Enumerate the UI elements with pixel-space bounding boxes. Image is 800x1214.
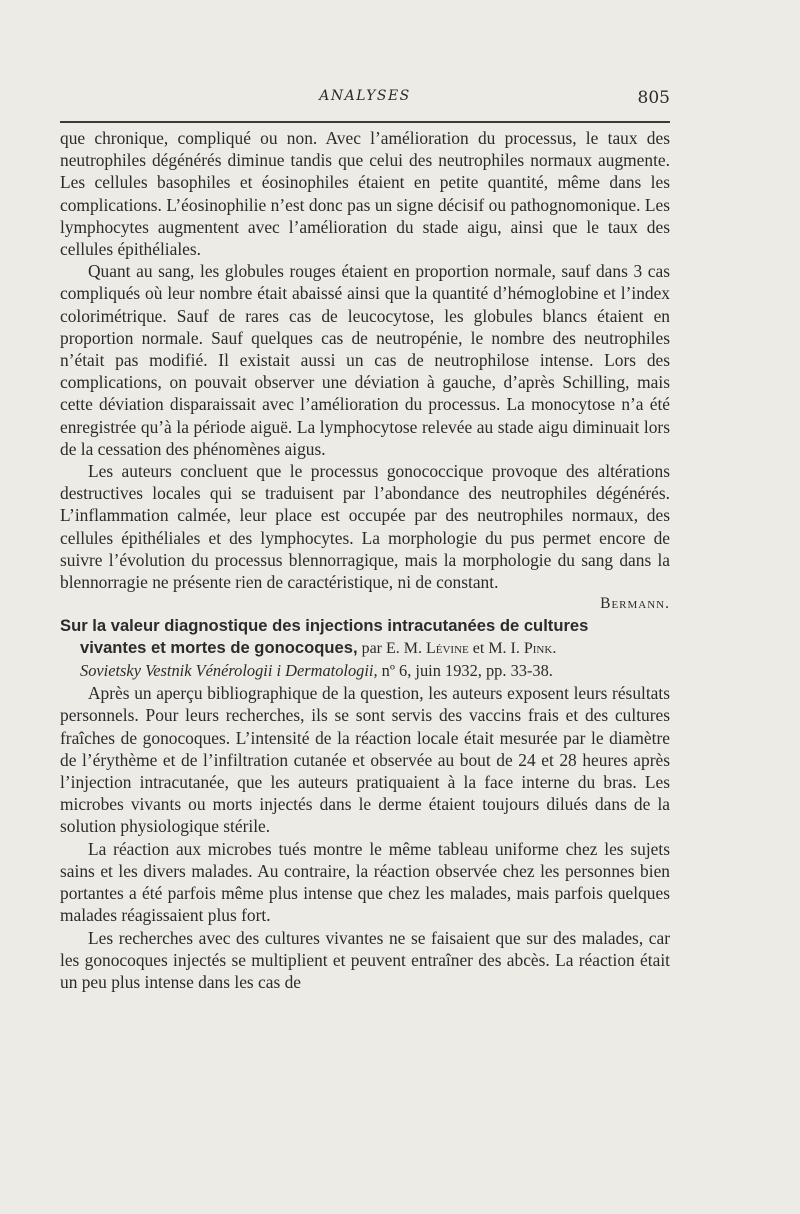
reviewer-signature: Bermann. [600, 595, 670, 613]
paragraph-killed-microbes: La réaction aux microbes tués montre le même tableau uniforme chez les sujets sains et les divers malades. Au contraire, la réaction observée chez les personnes bien portantes a été parfois même plus intense que chez les malades, mais parfois quelques malades réagissaient plus fort. [60, 838, 670, 926]
paragraph-method: Après un aperçu bibliographique de la question, les auteurs exposent leurs résultats personnels. Pour leurs recherches, ils se sont servis des vaccins frais et des cultures fraîches de gonocoques. L’intensité de la réaction locale était mesurée par le diamètre de l’érythème et de l’infiltration cutanée et observée au bout de 24 et 28 heures après l’injection intracutanée, que les auteurs pratiquaient à la face interne du bras. Les microbes vivants ou morts injectés dans le derme étaient toujours dilués dans de la solution physiologique stérile. [60, 683, 670, 837]
paragraph-continued: que chronique, compliqué ou non. Avec l’amélioration du processus, le taux des neutrophiles dégénérés diminue tandis que celui des neutrophiles normaux augmente. Les cellules basophiles et éosinophiles étaient en petite quantité, même dans les complications. L’éosinophilie n’est donc pas un signe décisif ou pathognomonique. Les lymphocytes augmentent avec l’amélioration du stade aigu, ainsi que le taux des cellules épithéliales. [60, 128, 670, 260]
running-title: ANALYSES [319, 88, 411, 104]
authors-prefix: par E. M. [357, 640, 426, 658]
article-title-line2: vivantes et mortes de gonocoques, [80, 638, 358, 658]
journal-name: Sovietsky Vestnik Vénérologii i Dermatologii, [80, 661, 378, 681]
page-number: 805 [637, 88, 670, 108]
article-title-line2-wrap [60, 637, 670, 660]
article-title-line1: Sur la valeur diagnostique des injections intracutanées de cultures [60, 616, 589, 636]
page-header [60, 88, 670, 116]
paragraph-live-cultures: Les recherches avec des cultures vivantes ne se faisaient que sur des malades, car les gonocoques injectés se multiplient et peuvent entraîner des abcès. La réaction était un peu plus intense dans les cas de [60, 927, 670, 992]
paragraph-conclusion: Les auteurs concluent que le processus gonococcique provoque des altérations destructives locales qui se traduisent par l’abondance des neutrophiles dégénérés. L’inflammation calmée, leur place est occupée par des neutrophiles normaux, des cellules épithéliales et des lymphocytes. La morphologie du pus permet encore de suivre l’évolution du processus blennorragique, mais la morphologie du sang dans la blennorragie ne présente rien de caractéristique, ni de constant. [60, 461, 670, 593]
journal-issue: nº 6, juin 1932, pp. 33-38. [377, 661, 553, 681]
journal-citation [60, 660, 670, 682]
author-pink: Pink. [523, 640, 557, 658]
body-text [60, 127, 670, 993]
authors-mid: et M. I. [468, 640, 524, 658]
header-rule [60, 121, 670, 123]
paragraph-blood: Quant au sang, les globules rouges étaient en proportion normale, sauf dans 3 cas compliqués où leur nombre était abaissé ainsi que la quantité d’hémoglobine et l’index colorimétrique. Sauf de rares cas de leucocytose, les globules blancs étaient en proportion normale. Sauf quelques cas de neutropénie, le nombre des neutrophiles n’était pas modifié. Il existait aussi un cas de neutrophilose intense. Lors des complications, on pouvait observer une déviation à gauche, d’après Schilling, mais cette déviation disparaissait avec l’amélioration du processus. La monocytose n’a été enregistrée qu’à la période aiguë. La lymphocytose relevée au stade aigu diminuait lors de la cessation des phénomènes aigus. [60, 261, 670, 459]
author-levine: Lévine [426, 640, 469, 658]
article-heading [60, 615, 670, 660]
